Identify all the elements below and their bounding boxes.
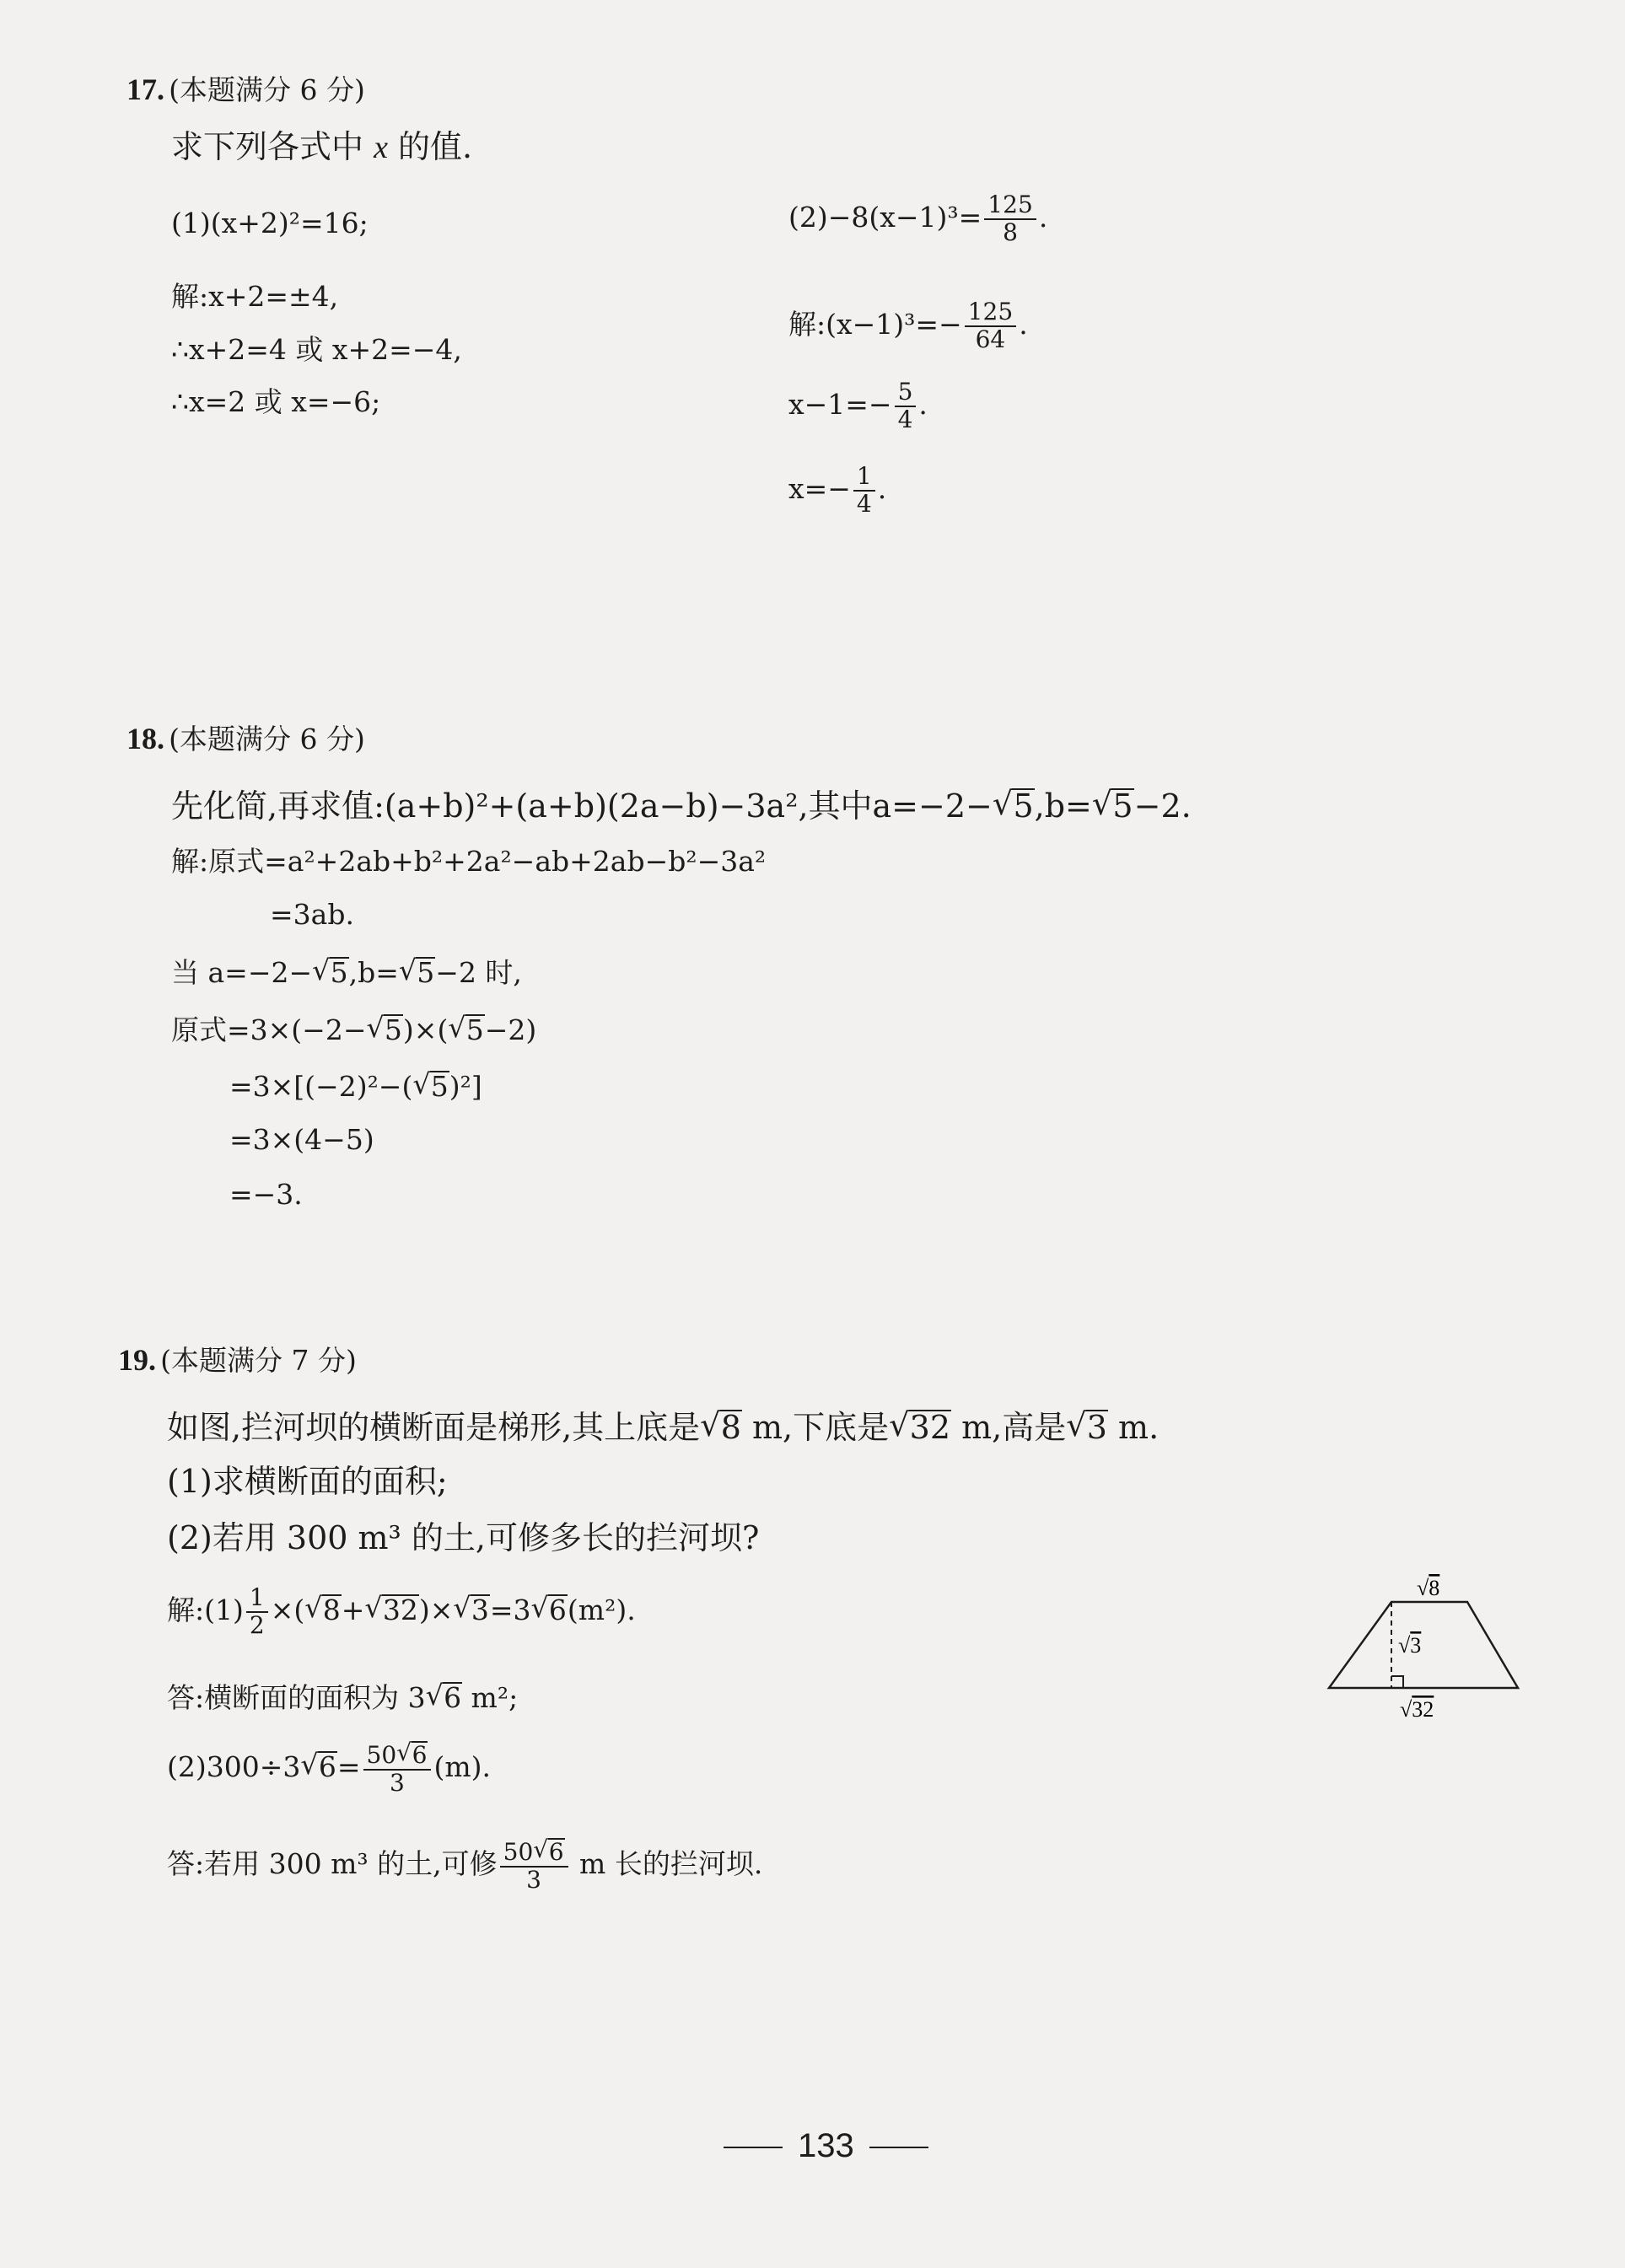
q17-header [126,74,365,105]
q17-prompt: 求下列各式中 x 的值. [171,128,473,165]
q17-score: (本题满分 6 分) [169,73,365,106]
q17-part2-fraction: $\frac{125}{8}$ [984,192,1036,246]
right-angle-mark [1391,1676,1403,1688]
q18-prompt: 先化简,再求值:(a+b)²+(a+b)(2a−b)−3a²,其中a=−2−√ 5,b=√ 5−2. [171,788,1192,824]
q18-step2: =3×[(−2)²−(√ 5)²] [229,1071,482,1102]
top-base-label: √8 [1417,1576,1440,1600]
q18-header [126,723,365,754]
q17-sol1-line2: ∴x+2=4 或 x+2=−4, [171,333,462,366]
q19-score: (本题满分 7 分) [160,1344,357,1377]
q17-sol2-line3: x=− $\frac{1}{4}$ . [788,462,887,518]
q18-number: 18. [126,722,164,755]
q17-part1: (1)(x+2)²=16; [171,207,369,239]
q19-sub2: (2)若用 300 m³ 的土,可修多长的拦河坝? [167,1519,760,1556]
q18-sol-line1: 解:原式=a²+2ab+b²+2a²−ab+2ab−b²−3a² [171,845,767,878]
q18-when: 当 a=−2−√ 5,b=√ 5−2 时, [171,957,522,988]
trapezoid-shape [1329,1602,1518,1688]
q17-sol2-line1: 解:(x−1)³=− $\frac{125}{64}$ . [788,298,1028,353]
q17-sol1-line1: 解:x+2=±4, [171,280,339,313]
page-number: 133 [708,2129,944,2163]
q17-sol1-line3: ∴x=2 或 x=−6; [171,385,381,418]
q19-sol1: 解:(1) $\frac{1}{2}$ ×(√ 8+√ 32)×√ 3=3√ 6(m²). [167,1585,636,1639]
q17-number: 17. [126,73,164,106]
q19-ans1: 答:横断面的面积为 3√ 6 m²; [167,1682,518,1713]
page-number-dash-right [869,2147,928,2148]
q19-ans2: 答:若用 300 m³ 的土,可修 $\frac{50√ 6}{3}$ m 长的拦河坝. [167,1838,762,1894]
q19-sub1: (1)求横断面的面积; [167,1463,448,1500]
q18-orig: 原式=3×(−2−√ 5)×(√ 5−2) [171,1014,536,1045]
q19-number: 19. [118,1343,156,1377]
q17-part2: (2)−8(x−1)³= $\frac{125}{8}$ . [788,191,1048,246]
height-label: √3 [1398,1633,1422,1658]
bottom-base-label: √32 [1400,1697,1434,1722]
page-number-dash-left [724,2147,783,2148]
trapezoid-diagram [1316,1568,1535,1728]
q18-step3: =3×(4−5) [229,1123,374,1156]
q17-sol2-line2: x−1=− $\frac{5}{4}$ . [788,378,928,433]
q18-step4: =−3. [229,1178,303,1211]
q18-score: (本题满分 6 分) [169,723,365,755]
q19-header [118,1345,357,1375]
q19-prompt: 如图,拦河坝的横断面是梯形,其上底是√ 8 m,下底是√ 32 m,高是√ 3 m. [167,1410,1159,1445]
q19-sol2: (2)300÷3√ 6= $\frac{50√ 6}{3}$ (m). [167,1741,491,1797]
q18-sol-line2: =3ab. [270,898,354,931]
